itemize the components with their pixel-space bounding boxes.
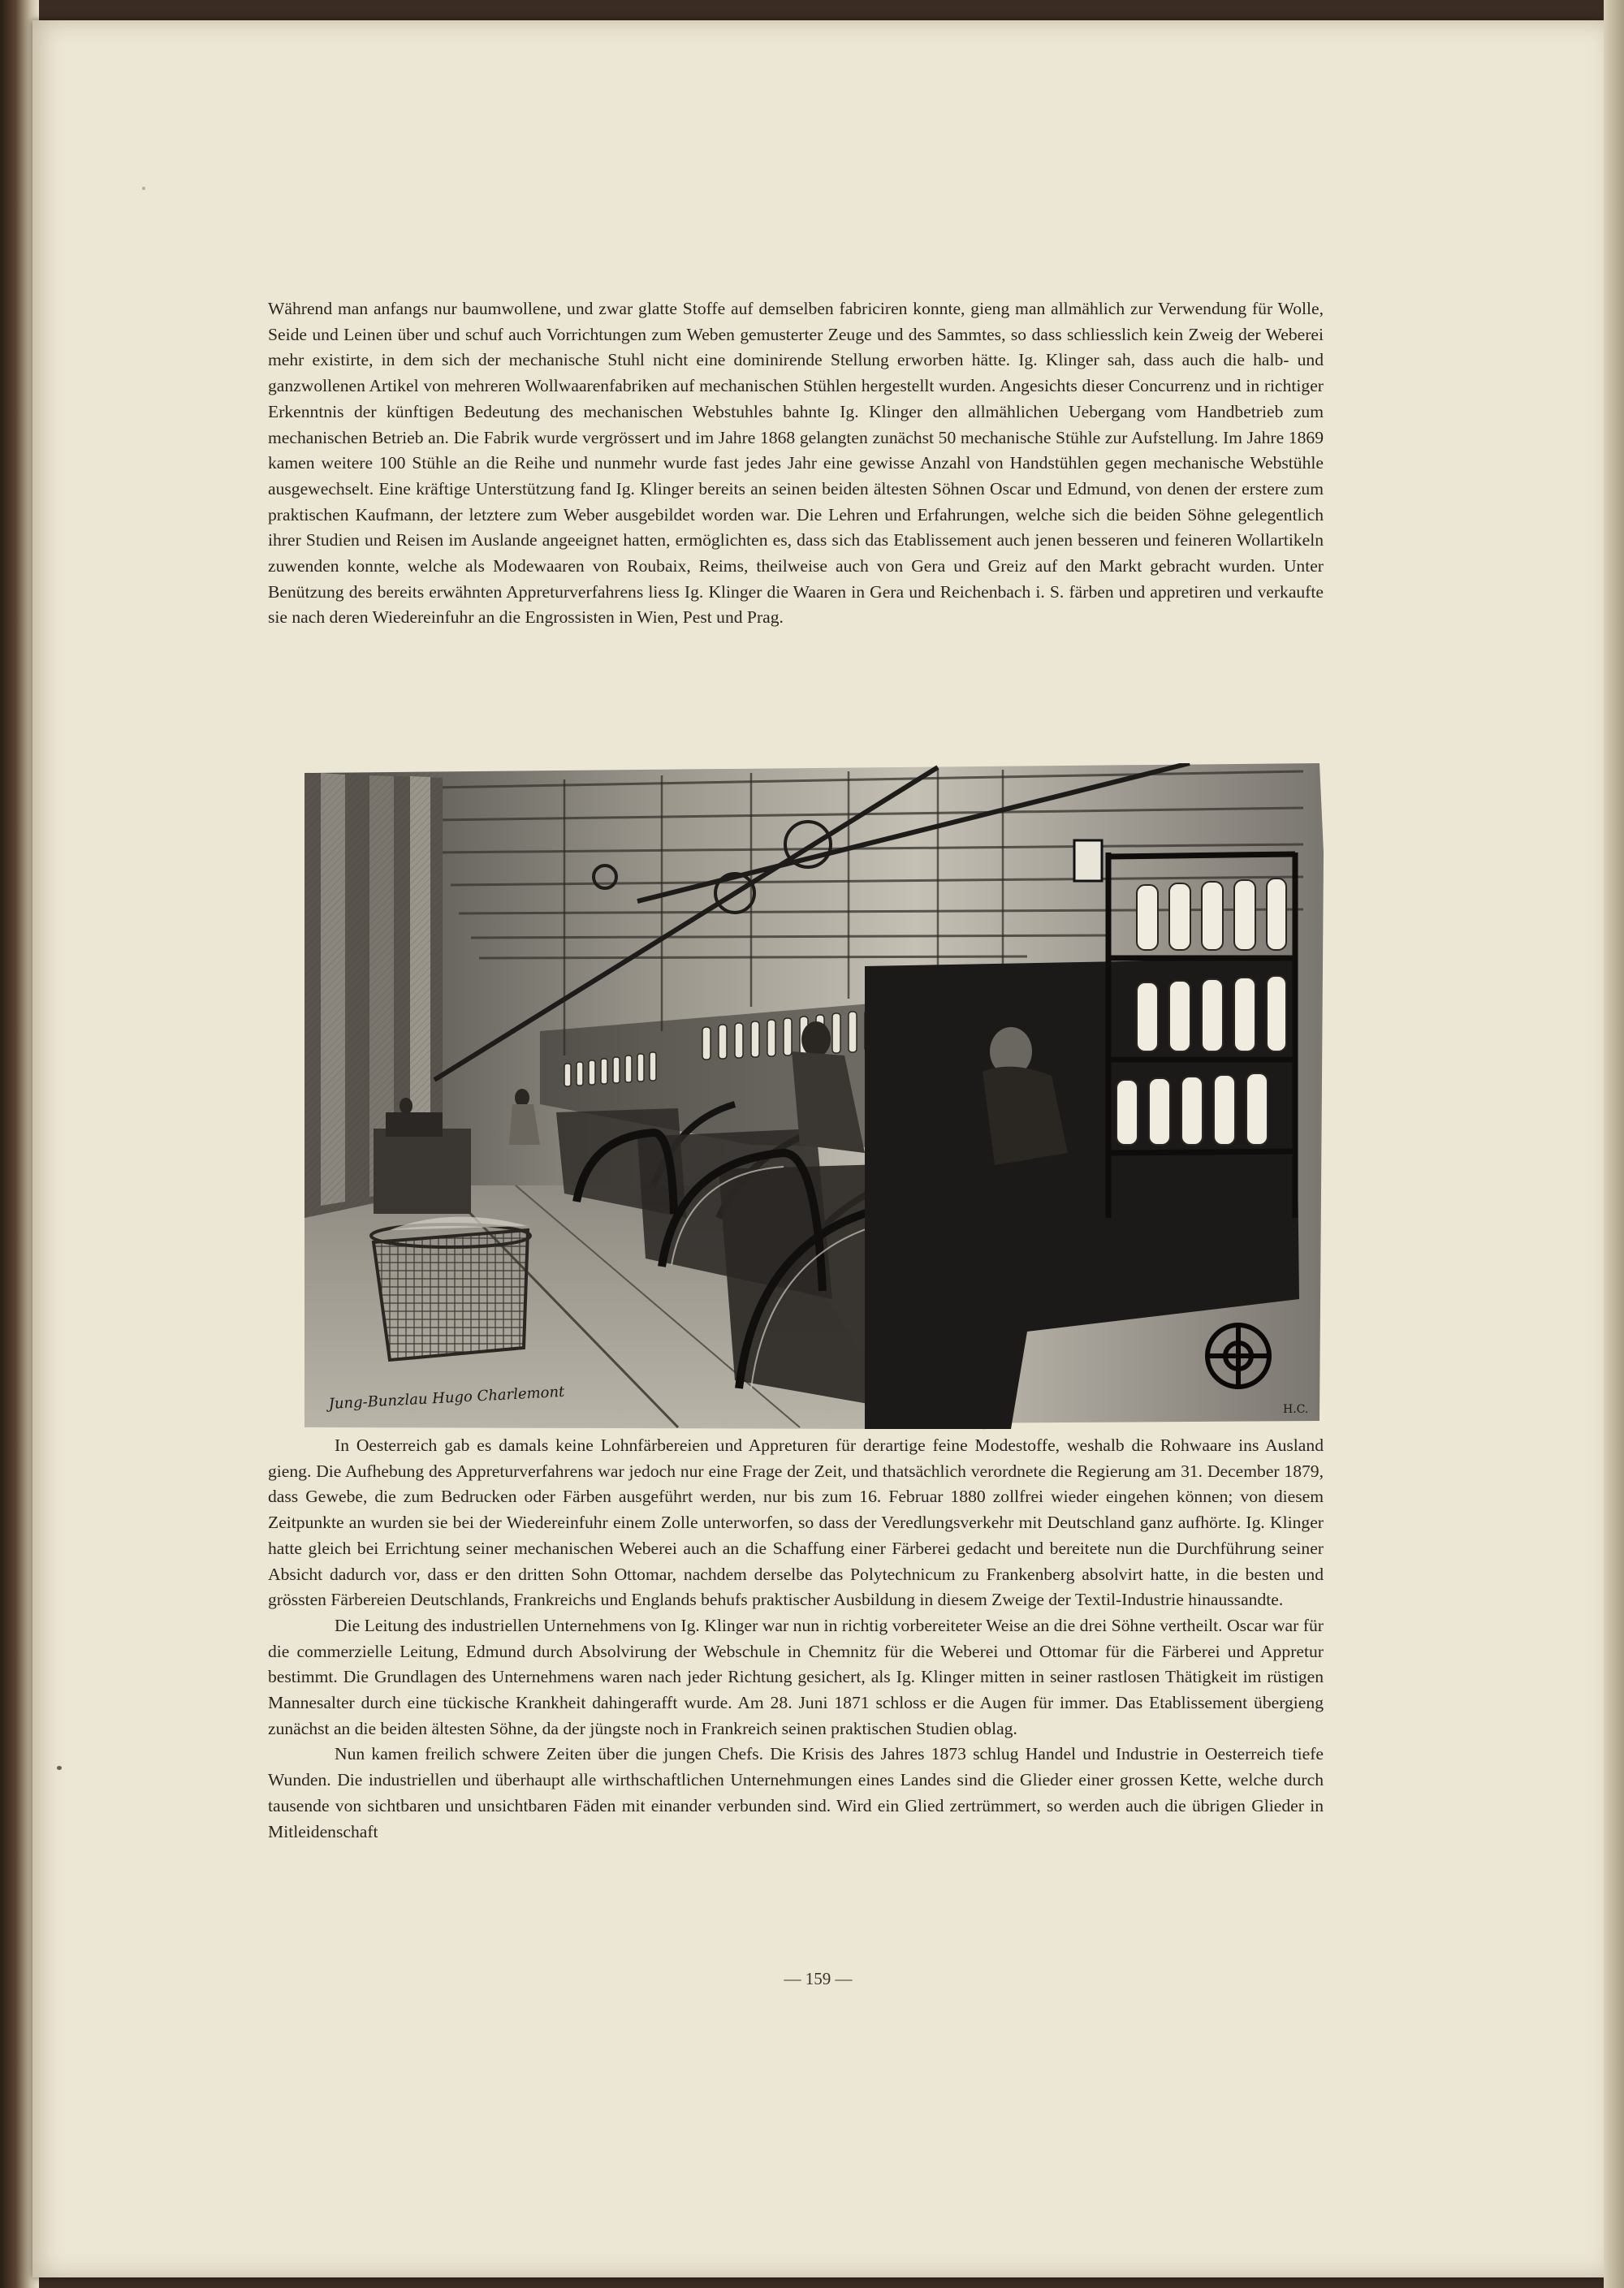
page-stack-edge bbox=[1604, 0, 1624, 2288]
paragraph-text: In Oesterreich gab es damals keine Lohnfärbereien und Appreturen für derartige feine Modestoffe, weshalb die Rohwaare ins Ausland gieng. Die Aufhebung des Appreturverfahrens war jedoch nur eine Frage der Zeit, und thatsächlich verordnete die Regierung am 31. December 1879, dass Gewebe, die zum Bedrucken oder Färben ausgeführt werden, nur bis zum 16. Februar 1880 zollfrei wieder eingehen können; von diesem Zeitpunkte an wurden sie bei der Wiedereinfuhr einem Zolle unterworfen, so dass der Veredlungsverkehr mit Deutschland ganz aufhörte. Ig. Klinger hatte gleich bei Errichtung seiner mechanischen Weberei auch an die Schaffung einer Färberei gedacht und bereitete nun die Durchführung seiner Absicht dadurch vor, dass er den dritten Sohn Ottomar, nachdem derselbe das Polytechnicum zu Frankenberg absolvirt hatte, in die besten und grössten Färbereien Deutschlands, Frankreichs und Englands behufs praktischer Ausbildung in diesem Zweige der Textil-Industrie hinaussandte. bbox=[268, 1435, 1324, 1610]
illustration-monogram: H.C. bbox=[1283, 1403, 1309, 1416]
illustration-signature: Jung-Bunzlau Hugo Charlemont bbox=[328, 1383, 565, 1413]
weaving-mill-engraving bbox=[296, 763, 1332, 1433]
paper-speck bbox=[57, 1766, 62, 1770]
paragraph-text: Die Leitung des industriellen Unternehmens von Ig. Klinger war nun in richtig vorbereiteter Weise an die drei Söhne vertheilt. Oscar war für die commerzielle Leitung, Edmund durch Absolvirung der Webschule in Chemnitz für die Weberei und Ottomar für die Färberei und Appretur bestimmt. Die Grundlagen des Unternehmens waren nach jeder Richtung gesichert, als Ig. Klinger mitten in seiner rastlosen Thätigkeit im rüstigen Mannesalter durch eine tückische Krankheit dahingerafft wurde. Am 28. Juni 1871 schloss er die Augen für immer. Das Etablissement übergieng zunächst an die beiden ältesten Söhne, da der jüngste noch in Frankreich seinen praktischen Studien oblag. bbox=[268, 1615, 1324, 1738]
paragraph-text: Nun kamen freilich schwere Zeiten über die jungen Chefs. Die Krisis des Jahres 1873 schlug Handel und Industrie in Oesterreich tiefe Wunden. Die industriellen und überhaupt alle wirthschaftlichen Unternehmungen eines Landes sind die Glieder einer grossen Kette, welche durch tausende von sichtbaren und unsichtbaren Fäden mit einander verbunden sind. Wird ein Glied zertrümmert, so werden auch die übrigen Glieder in Mitleidenschaft bbox=[268, 1744, 1324, 1841]
page-number: — 159 — bbox=[784, 1969, 853, 1988]
paragraph-text: Während man anfangs nur baumwollene, und zwar glatte Stoffe auf demselben fabriciren konnte, gieng man allmählich zur Verwendung für Wolle, Seide und Leinen über und schuf auch Vorrichtungen zum Weben gemusterter Zeuge und des Sammtes, so dass schliesslich kein Zweig der Weberei mehr existirte, in dem sich der mechanische Stuhl nicht eine dominirende Stellung erworben hätte. Ig. Klinger sah, dass auch die halb- und ganzwollenen Artikel von mehreren Wollwaarenfabriken auf mechanischen Stühlen hergestellt wurden. Angesichts dieser Concurrenz und in richtiger Erkenntnis der künftigen Bedeutung des mechanischen Webstuhles bahnte Ig. Klinger den allmählichen Uebergang vom Handbetrieb zum mechanischen Betrieb an. Die Fabrik wurde vergrössert und im Jahre 1868 gelangten zunächst 50 mechanische Stühle zur Aufstellung. Im Jahre 1869 kamen weitere 100 Stühle an die Reihe und nunmehr wurde fast jedes Jahr eine gewisse Anzahl von Handstühlen gegen mechanische Webstühle ausgewechselt. Eine kräftige Unterstützung fand Ig. Klinger bereits an seinen beiden ältesten Söhnen Oscar und Edmund, von denen der erstere zum praktischen Kaufmann, der letztere zum Weber ausgebildet worden war. Die Lehren und Erfahrungen, welche sich die beiden Söhne gelegentlich ihrer Studien und Reisen im Auslande angeeignet hatten, ermöglichten es, dass sich das Etablissement auch jenen besseren und feineren Wollartikeln zuwenden konnte, welche als Modewaaren von Roubaix, Reims, theilweise auch von Gera und Greiz auf den Markt gebracht wurden. Unter Benützung des bereits erwähnten Appreturverfahrens liess Ig. Klinger die Waaren in Gera und Reichenbach i. S. färben und appretiren und verkaufte sie nach deren Wiedereinfuhr an die Engrossisten in Wien, Pest und Prag. bbox=[268, 299, 1324, 628]
paper-speck bbox=[142, 187, 145, 190]
top-paragraph bbox=[268, 296, 1324, 631]
loom-hall-illustration bbox=[296, 763, 1332, 1433]
bottom-paragraphs bbox=[268, 1433, 1324, 1845]
book-page bbox=[32, 20, 1604, 2277]
